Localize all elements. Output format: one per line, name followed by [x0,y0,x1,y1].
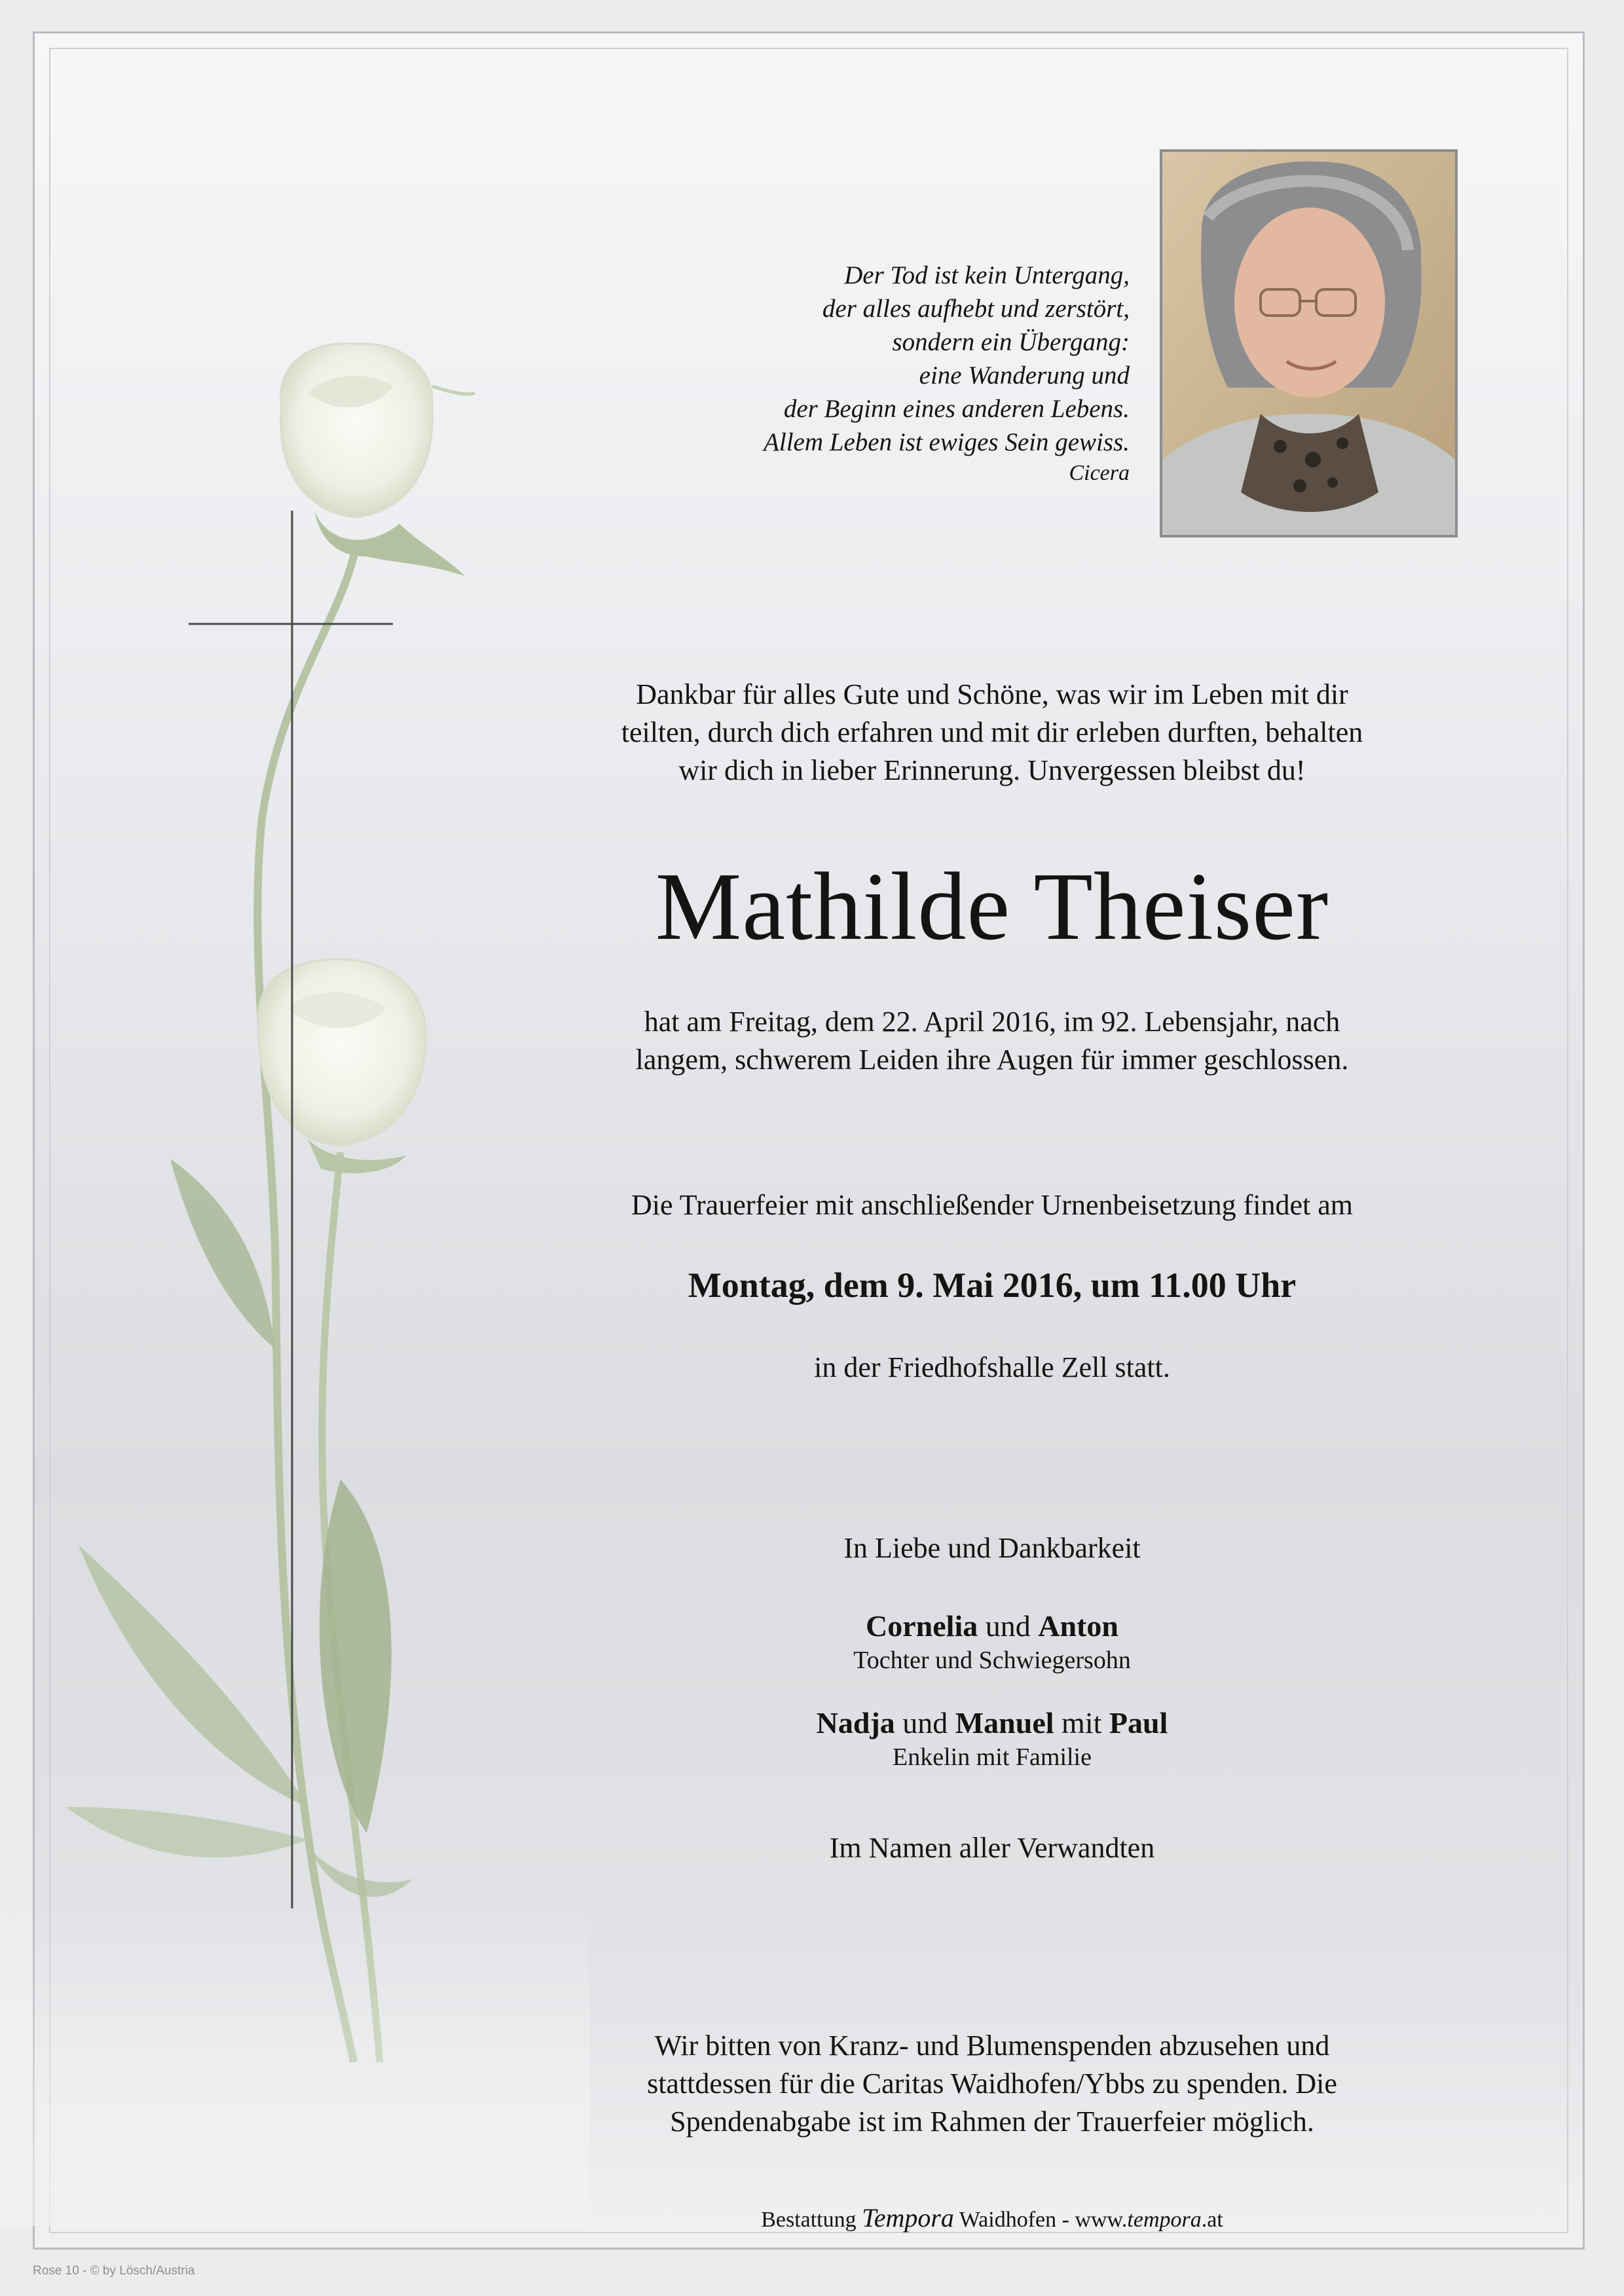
ceremony-place: in der Friedhofshalle Zell statt. [814,1351,1170,1383]
donation-line: Wir bitten von Kranz- und Blumenspenden abzusehen und [654,2030,1330,2062]
intro-paragraph [511,676,1473,790]
footer-brand: Tempora [862,2203,954,2232]
image-credit: Rose 10 - © by Lösch/Austria [33,2264,195,2278]
quote-author: Cicera [1069,461,1130,485]
intro-line: wir dich in lieber Erinnerung. Unvergessen bleibst du! [678,754,1306,786]
intro-line: Dankbar für alles Gute und Schöne, was wir im Leben mit dir [636,678,1348,710]
family-name: Cornelia [866,1609,978,1643]
relatives-line: Im Namen aller Verwandten [829,1832,1155,1864]
quote-line: der alles aufhebt und zerstört, [822,295,1130,323]
family-connector: und [895,1706,955,1740]
deceased-name: Mathilde Theiser [655,853,1329,960]
quote-line: Allem Leben ist ewiges Sein gewiss. [764,428,1130,456]
closing-line: In Liebe und Dankbarkeit [843,1532,1141,1564]
family-relation: Enkelin mit Familie [893,1743,1092,1771]
family-connector: und [978,1609,1039,1643]
donation-line: stattdessen für die Caritas Waidhofen/Ybbs zu spenden. Die [647,2068,1337,2100]
footer-middle: Waidhofen - www. [953,2208,1128,2232]
family-name: Anton [1038,1609,1118,1643]
footer-domain-brand: tempora [1127,2208,1202,2232]
memorial-quote [606,259,1130,488]
portrait-photo [1160,149,1458,538]
footer-domain-suffix: .at [1201,2208,1223,2232]
family-name: Nadja [816,1706,895,1740]
family-names [511,1705,1473,1741]
quote-line: der Beginn eines anderen Lebens. [783,395,1130,423]
donation-paragraph [511,2027,1473,2141]
family-relation: Tochter und Schwiegersohn [853,1647,1131,1674]
family-connector: mit [1054,1706,1109,1740]
family-name: Paul [1109,1706,1168,1740]
ceremony-intro: Die Trauerfeier mit anschließender Urnenbeisetzung findet am [631,1189,1354,1221]
death-notice [511,1003,1473,1079]
donation-line: Spendenabgabe ist im Rahmen der Trauerfeier möglich. [670,2105,1314,2138]
quote-line: sondern ein Übergang: [892,328,1130,356]
family-name: Manuel [955,1706,1054,1740]
quote-line: eine Wanderung und [919,361,1130,390]
intro-line: teilten, durch dich erfahren und mit dir erleben durften, behalten [621,716,1363,748]
quote-line: Der Tod ist kein Untergang, [844,261,1130,289]
death-notice-line: hat am Freitag, dem 22. April 2016, im 92. Lebensjahr, nach [644,1006,1340,1038]
footer-prefix: Bestattung [761,2208,862,2232]
funeral-home-footer [511,2204,1473,2234]
death-notice-line: langem, schwerem Leiden ihre Augen für immer geschlossen. [635,1044,1349,1076]
ceremony-date: Montag, dem 9. Mai 2016, um 11.00 Uhr [688,1266,1297,1305]
family-names [511,1608,1473,1645]
rose-illustration [0,0,589,2296]
